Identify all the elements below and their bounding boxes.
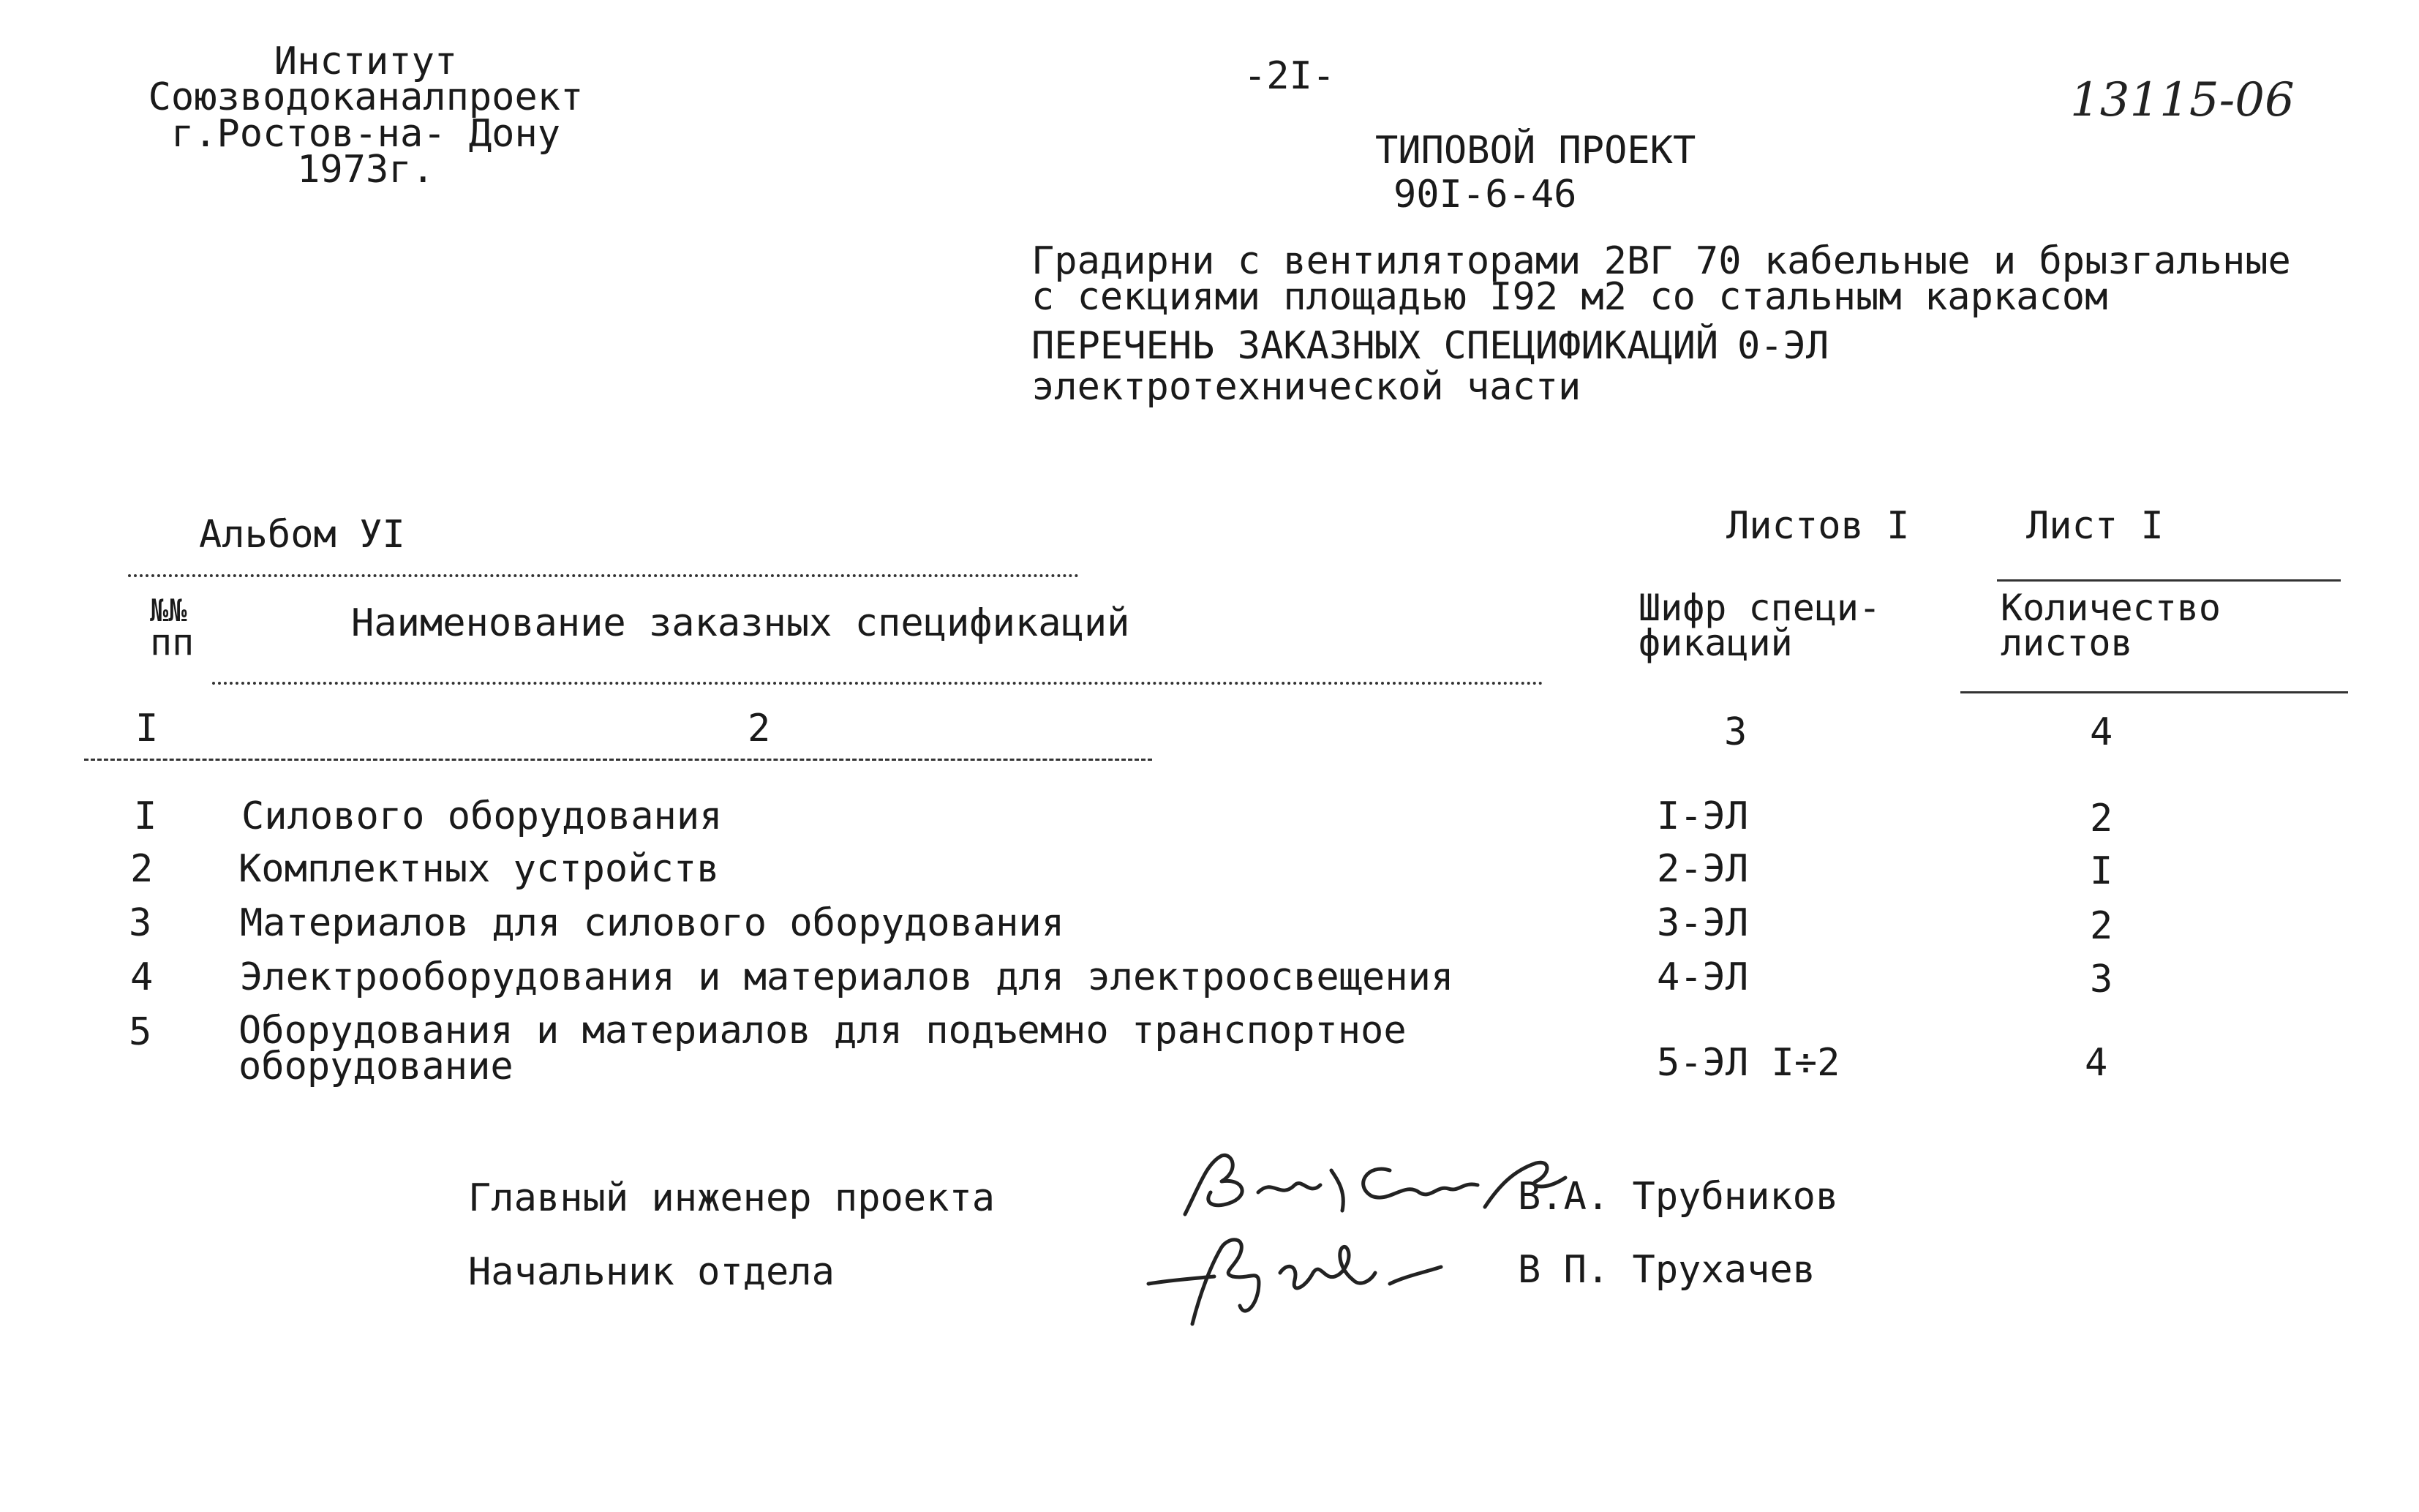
album-label: Альбом УI (199, 513, 405, 557)
row-sheets: 4 (2085, 1041, 2108, 1085)
column-number: 4 (2090, 710, 2113, 754)
handwritten-signature-1 (1170, 1141, 1580, 1229)
row-number: 5 (129, 1010, 152, 1054)
institute-line: Союзводоканалпроект (148, 75, 584, 120)
list-code: 0-ЭЛ (1737, 324, 1829, 368)
sheets-total: Листов I (1726, 504, 1910, 548)
table-top-rule (128, 574, 1079, 577)
signature-name: В.А. Трубников (1518, 1175, 1839, 1219)
description-line: Градирни с вентиляторами 2ВГ 70 кабельные и брызгальные (1031, 239, 2291, 283)
row-code: 3-ЭЛ (1657, 901, 1749, 945)
row-code: 2-ЭЛ (1657, 847, 1749, 891)
signature-role: Начальник отдела (468, 1250, 835, 1294)
table-top-rule-right (1997, 579, 2341, 582)
handwritten-signature-2 (1141, 1222, 1463, 1331)
row-number: 4 (130, 955, 154, 999)
row-code: I-ЭЛ (1657, 794, 1749, 838)
sheet-number: Лист I (2026, 504, 2164, 548)
row-sheets: 2 (2090, 797, 2113, 840)
list-title: ПЕРЕЧЕНЬ ЗАКАЗНЫХ СПЕЦИФИКАЦИЙ (1031, 324, 1719, 368)
header-bottom-rule-right (1960, 691, 2348, 693)
institute-line: 1973г. (297, 148, 434, 192)
project-label: ТИПОВОЙ ПРОЕКТ (1375, 129, 1696, 173)
row-name: Электрооборудования и материалов для электроосвещения (240, 955, 1454, 999)
row-code: 4-ЭЛ (1657, 955, 1749, 999)
row-sheets: 3 (2090, 958, 2113, 1001)
stamp-number: 13115-06 (2070, 73, 2295, 127)
row-name: Оборудования и материалов для подъемно транспортное оборудование (238, 1009, 1407, 1089)
row-name: Комплектных устройств (238, 847, 720, 891)
institute-line: Институт (274, 40, 458, 83)
signature-name: В П. Трухачев (1518, 1248, 1816, 1292)
signature-role: Главный инженер проекта (468, 1176, 996, 1220)
header-count: Количество листов (2001, 587, 2222, 664)
row-code: 5-ЭЛ I÷2 (1657, 1041, 1840, 1085)
project-description (1031, 239, 2291, 320)
column-numbers-rule (84, 759, 1152, 761)
header-code: Шифр специ- фикаций (1639, 587, 1881, 664)
row-name: Материалов для силового оборудования (240, 901, 1065, 945)
description-line: с секциями площадью I92 м2 со стальным каркасом (1031, 275, 2108, 320)
header-bottom-rule (212, 682, 1543, 685)
header-name: Наименование заказных спецификаций (351, 601, 1130, 645)
institute-block (146, 40, 585, 192)
column-number: I (135, 707, 159, 751)
page-number: -2I- (1244, 54, 1336, 98)
column-number: 3 (1724, 710, 1748, 754)
row-number: I (134, 794, 157, 838)
row-name: Силового оборудования (241, 794, 723, 838)
header-number: №№ пп (150, 593, 195, 663)
row-number: 2 (130, 847, 154, 891)
list-subtitle: электротехнической части (1031, 365, 1581, 409)
column-number: 2 (748, 707, 771, 751)
row-number: 3 (129, 901, 152, 945)
row-sheets: I (2090, 849, 2113, 893)
project-code: 90I-6-46 (1393, 173, 1577, 217)
institute-line: г.Ростов-на- Дону (170, 111, 561, 156)
row-sheets: 2 (2090, 904, 2113, 948)
